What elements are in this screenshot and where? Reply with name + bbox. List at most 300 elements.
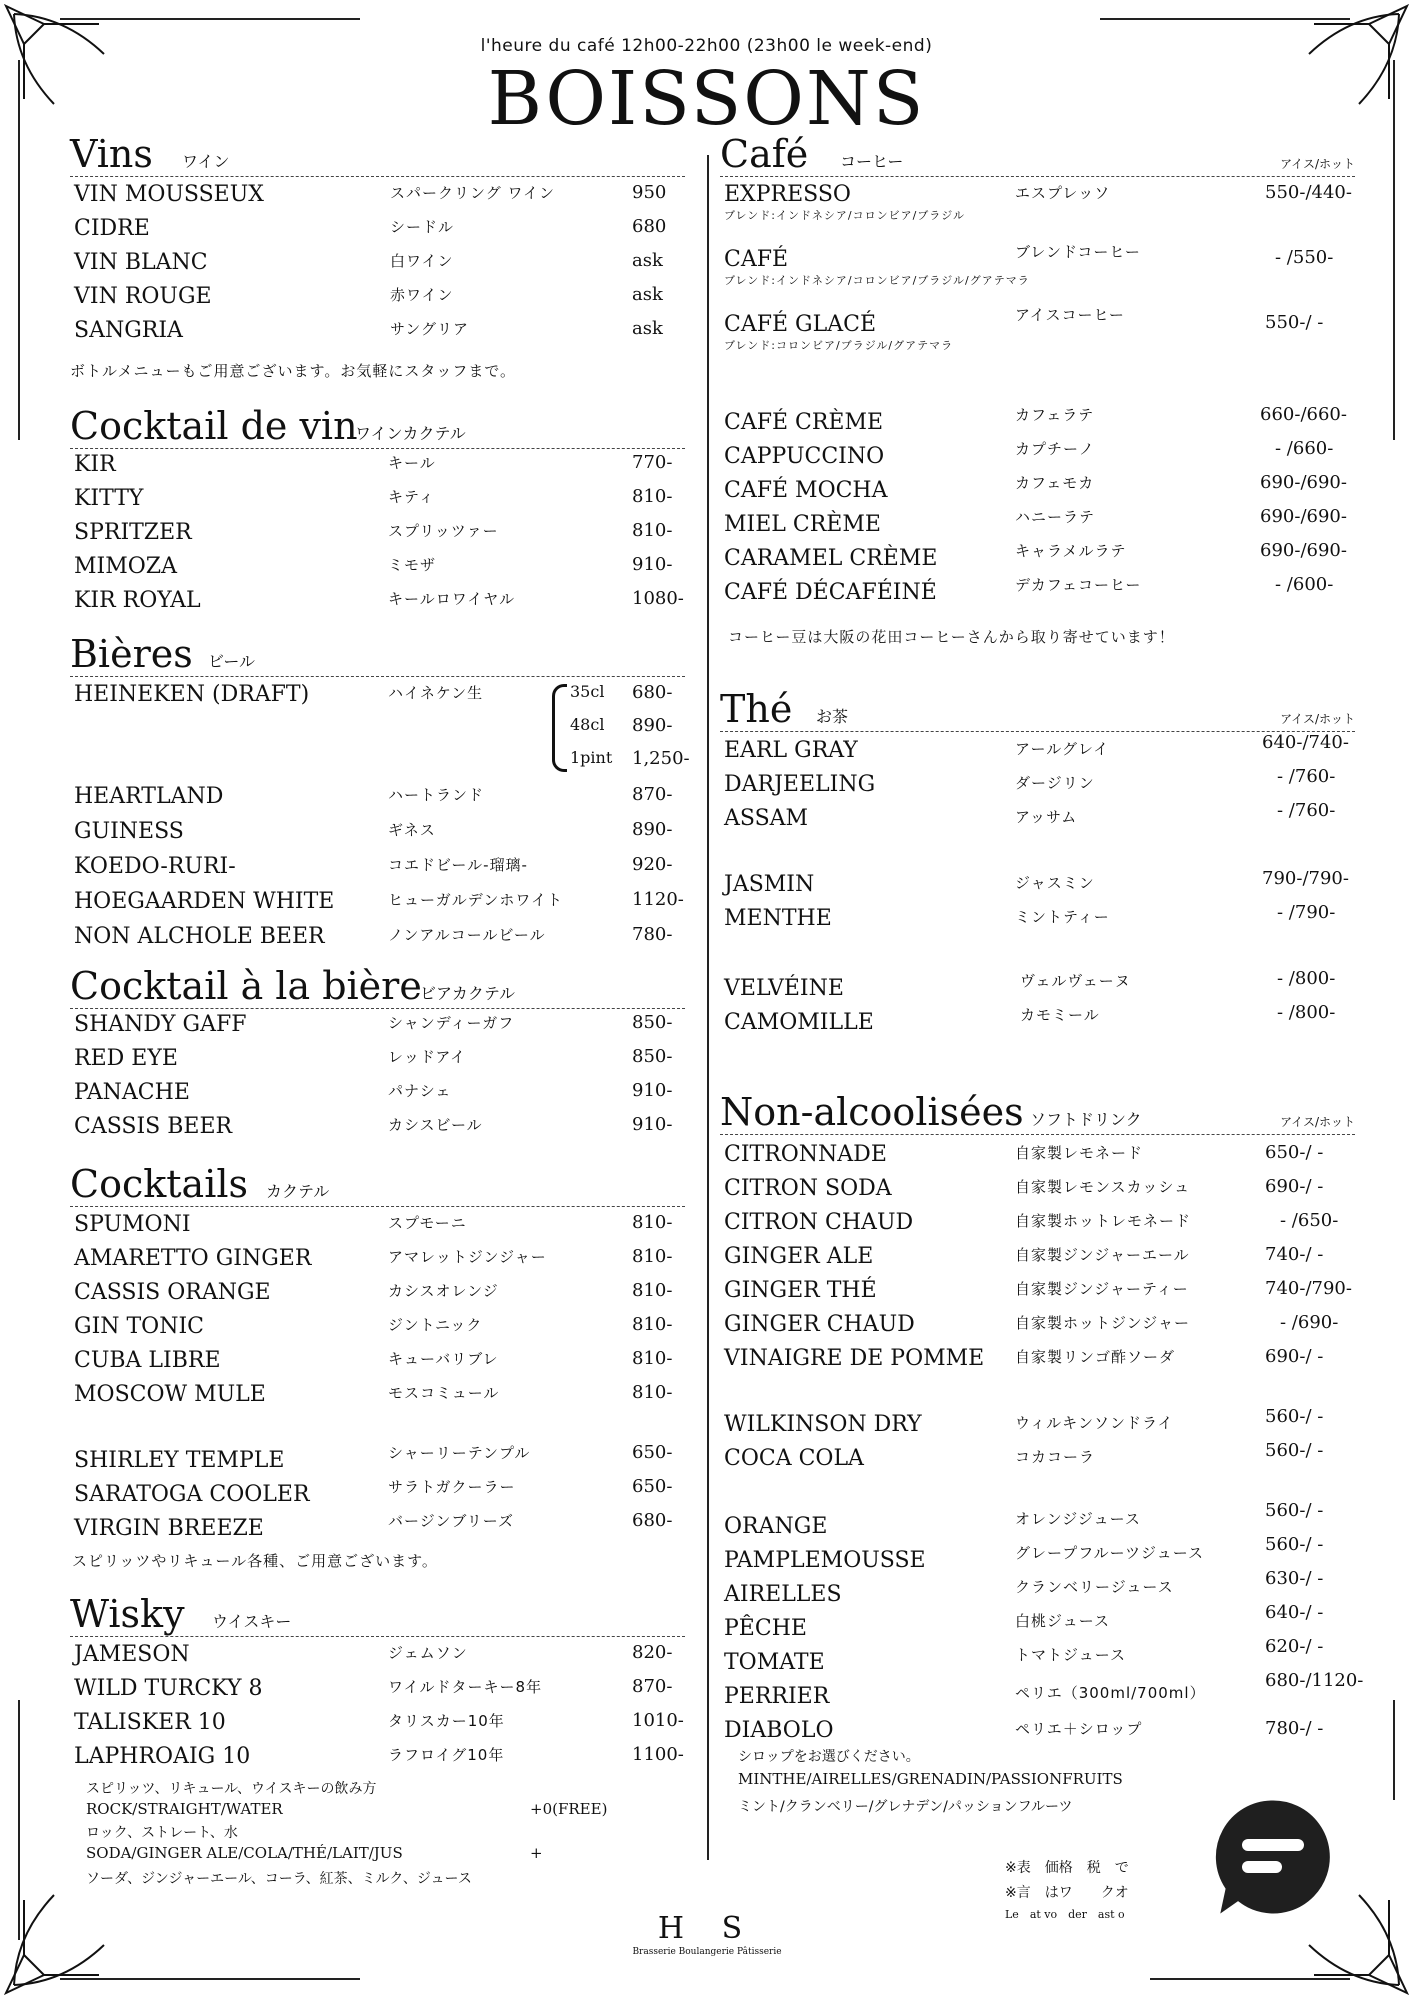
item-name: VIN ROUGE (74, 284, 212, 309)
list-item (70, 1708, 685, 1740)
item-price: - /650- (1280, 1210, 1339, 1231)
item-price: 550-/ - (1265, 312, 1324, 333)
list-item (70, 1278, 685, 1310)
size-label: 35cl (570, 682, 605, 701)
item-jp: トマトジュース (1015, 1646, 1126, 1664)
item-name: KITTY (74, 486, 144, 511)
section-vins (70, 130, 685, 177)
section-title-fr: Bières (70, 632, 193, 676)
list-item (720, 1208, 1355, 1240)
size-label: 1pint (570, 748, 613, 767)
item-jp: シャーリーテンプル (388, 1444, 531, 1462)
list-item (70, 1442, 685, 1478)
footnote-2: ※言 はワ クオ (1005, 1885, 1129, 1901)
item-jp: キール (388, 454, 436, 472)
item-jp: ヴェルヴェーヌ (1020, 972, 1131, 990)
size-price: 890- (632, 715, 673, 736)
item-price: 660-/660- (1260, 404, 1347, 425)
item-price: 780-/ - (1265, 1718, 1324, 1739)
item-jp: コカコーラ (1015, 1448, 1096, 1466)
section-title (720, 130, 1355, 177)
item-name: SHANDY GAFF (74, 1012, 247, 1037)
item-jp: カシスオレンジ (388, 1282, 499, 1300)
brand-logo (632, 1912, 782, 1958)
section-title (70, 1590, 685, 1637)
item-name: TALISKER 10 (74, 1710, 226, 1735)
item-jp: 自家製リンゴ酢ソーダ (1015, 1348, 1176, 1366)
item-blend: ブレンド:インドネシア/コロンビア/ブラジル (724, 209, 966, 222)
list-item (70, 1312, 685, 1344)
section-title-fr: Non-alcoolisées (720, 1090, 1024, 1134)
item-price: 1100- (632, 1744, 684, 1765)
section-title-jp: ビール (208, 652, 256, 671)
item-jp: ペリエ（300ml/700ml） (1015, 1684, 1206, 1702)
item-name: PANACHE (74, 1080, 190, 1105)
cafe-note: コーヒー豆は大阪の花田コーヒーさんから取り寄せています！ (728, 628, 1175, 646)
list-item (70, 1044, 685, 1076)
item-price: 560-/ - (1265, 1440, 1324, 1461)
list-item (720, 1276, 1355, 1308)
vins-note: ボトルメニューもご用意ございます。お気軽にスタッフまで。 (70, 362, 517, 380)
item-name: VIN MOUSSEUX (74, 182, 264, 207)
item-jp: ミントティー (1015, 908, 1110, 926)
item-jp: 自家製ホットジンジャー (1015, 1314, 1190, 1332)
item-jp: ギネス (388, 821, 436, 839)
item-jp: ブレンドコーヒー (1015, 243, 1141, 261)
list-item (70, 450, 685, 482)
brand-tagline: Brasserie Boulangerie Pâtisserie (632, 1947, 782, 1957)
opening-hours: l'heure du café 12h00-22h00 (23h00 le week-end) (480, 36, 933, 56)
item-price: 690-/690- (1260, 472, 1347, 493)
size-price: 1,250- (632, 748, 690, 769)
item-name: CAFÉ CRÈME (724, 410, 884, 435)
syrup-note-3: ミント/クランベリー/グレナデン/パッションフルーツ (738, 1799, 1073, 1815)
item-name: HEARTLAND (74, 784, 224, 809)
item-blend: ブレンド:インドネシア/コロンビア/ブラジル/グアテマラ (724, 274, 1030, 287)
item-jp: ミモザ (388, 556, 437, 574)
list-item (70, 1510, 685, 1546)
item-jp: モスコミュール (388, 1384, 500, 1402)
item-name: CAFÉ GLACÉ (724, 312, 877, 337)
item-jp: 自家製ホットレモネード (1015, 1212, 1192, 1230)
item-price: 640-/ - (1265, 1602, 1324, 1623)
wisky-note-4: SODA/GINGER ALE/COLA/THÉ/LAIT/JUS (86, 1844, 403, 1862)
item-blend: ブレンド:コロンビア/ブラジル/グアテマラ (724, 339, 954, 352)
section-title-jp: お茶 (816, 707, 849, 726)
item-price: - /760- (1277, 800, 1336, 821)
item-name: EXPRESSO (724, 182, 851, 207)
item-price: 1010- (632, 1710, 684, 1731)
item-jp: コエドビール-瑠璃- (388, 856, 528, 874)
item-price: 680-/1120- (1265, 1670, 1364, 1691)
item-jp: エスプレッソ (1015, 184, 1111, 202)
cocktails-note: スピリッツやリキュール各種、ご用意ございます。 (72, 1552, 438, 1570)
item-price: 690-/ - (1265, 1346, 1324, 1367)
size-label: 48cl (570, 715, 605, 734)
list-item (70, 552, 685, 584)
item-jp: ハートランド (388, 786, 485, 804)
item-name: VIN BLANC (74, 250, 208, 275)
item-jp: ペリエ＋シロップ (1015, 1720, 1143, 1738)
item-name: CUBA LIBRE (74, 1348, 221, 1373)
item-price: 910- (632, 554, 673, 575)
list-item (720, 574, 1355, 610)
wisky-note-4-price: + (530, 1844, 543, 1862)
list-item (720, 1670, 1364, 1714)
item-price: 810- (632, 1212, 673, 1233)
item-name: NON ALCHOLE BEER (74, 924, 325, 949)
item-name: DARJEELING (724, 772, 876, 797)
item-jp: スプリッツァー (388, 522, 499, 540)
item-price: - /690- (1280, 1312, 1339, 1333)
item-jp: スプモーニ (388, 1214, 467, 1232)
item-jp: アマレットジンジャー (388, 1248, 547, 1266)
item-price: ask (632, 250, 663, 271)
item-jp: オレンジジュース (1015, 1510, 1141, 1528)
item-price: 560-/ - (1265, 1406, 1324, 1427)
item-jp: ダージリン (1015, 774, 1095, 792)
wisky-note-1: スピリッツ、リキュール、ウイスキーの飲み方 (86, 1781, 377, 1797)
item-jp: サラトガクーラー (388, 1478, 516, 1496)
item-price: 740-/790- (1265, 1278, 1352, 1299)
item-price: - /600- (1275, 574, 1334, 595)
list-item (70, 1078, 685, 1110)
item-name: ASSAM (724, 806, 809, 831)
item-jp: 白ワイン (390, 252, 454, 270)
item-jp: ハニーラテ (1015, 508, 1096, 526)
item-name: RED EYE (74, 1046, 178, 1071)
section-title-fr: Thé (720, 687, 793, 731)
item-name: DIABOLO (724, 1718, 834, 1743)
item-jp: アッサム (1015, 808, 1078, 826)
item-price: 630-/ - (1265, 1568, 1324, 1589)
item-jp: 自家製ジンジャーティー (1015, 1280, 1189, 1298)
item-name: CITRON SODA (724, 1176, 892, 1201)
list-item (720, 1140, 1355, 1172)
size-price: 680- (632, 682, 673, 703)
list-item (70, 282, 685, 314)
section-title-jp: ビアカクテル (420, 984, 516, 1003)
section-title-fr: Vins (70, 132, 153, 176)
item-name: GUINESS (74, 819, 184, 844)
item-price: - /550- (1275, 247, 1334, 268)
item-price: 810- (632, 1314, 673, 1335)
section-title-fr: Cocktails (70, 1162, 248, 1206)
item-price: 650- (632, 1442, 673, 1463)
item-price: ask (632, 318, 663, 339)
item-jp: タリスカー10年 (388, 1712, 505, 1730)
item-jp: キティ (388, 488, 435, 506)
item-jp: クランベリージュース (1015, 1578, 1174, 1596)
section-title-fr: Cocktail de vin (70, 404, 358, 448)
item-name: PÊCHE (724, 1616, 807, 1641)
footnote-1: ※表 価格 税 で (1005, 1860, 1129, 1876)
item-name: ORANGE (724, 1514, 828, 1539)
section-title (720, 1088, 1355, 1135)
list-item (70, 1112, 685, 1144)
item-name: CIDRE (74, 216, 150, 241)
list-item (720, 1242, 1355, 1274)
item-price: 810- (632, 1246, 673, 1267)
item-name: HOEGAARDEN WHITE (74, 889, 335, 914)
section-title-jp: ソフトドリンク (1030, 1110, 1142, 1129)
section-non-alcoolisees (720, 1088, 1355, 1135)
item-price: 950 (632, 182, 667, 203)
item-jp: ジェムソン (388, 1644, 468, 1662)
item-name: SPUMONI (74, 1212, 191, 1237)
item-price: 810- (632, 1280, 673, 1301)
list-item (70, 1010, 685, 1042)
item-jp: バージンブリーズ (388, 1512, 514, 1530)
item-name: SANGRIA (74, 318, 183, 343)
item-price: - /800- (1277, 1002, 1336, 1023)
item-name: MIEL CRÈME (724, 512, 881, 537)
section-cafe (720, 130, 1355, 177)
list-item (720, 800, 1355, 836)
list-item (70, 1210, 685, 1242)
list-item (720, 904, 1355, 936)
item-name: EARL GRAY (724, 738, 858, 763)
list-item (720, 870, 1355, 902)
column-divider (707, 155, 709, 1860)
item-jp: ヒューガルデンホワイト (388, 891, 563, 909)
item-jp: キールロワイヤル (388, 590, 516, 608)
list-item (720, 1002, 1355, 1040)
item-jp: サングリア (390, 320, 469, 338)
item-name: PERRIER (724, 1684, 830, 1709)
item-name: COCA COLA (724, 1446, 864, 1471)
item-jp: ノンアルコールビール (388, 926, 546, 944)
ice-hot-label: アイス/ホット (1280, 712, 1355, 726)
item-price: 780- (632, 924, 673, 945)
list-item (720, 1406, 1355, 1442)
item-price: - /760- (1277, 766, 1336, 787)
syrup-note-1: シロップをお選びください。 (738, 1749, 920, 1765)
item-name: MENTHE (724, 906, 832, 931)
list-item (70, 887, 685, 919)
section-title (70, 1160, 685, 1207)
item-jp: 白桃ジュース (1015, 1612, 1110, 1630)
item-name: VINAIGRE DE POMME (724, 1346, 985, 1371)
list-item (70, 782, 685, 814)
item-price: 810- (632, 520, 673, 541)
item-jp: デカフェコーヒー (1015, 576, 1142, 594)
item-name: CAFÉ MOCHA (724, 478, 888, 503)
item-price: - /660- (1275, 438, 1334, 459)
item-price: 620-/ - (1265, 1636, 1324, 1657)
item-price: ask (632, 284, 663, 305)
section-cocktail-de-vin (70, 402, 685, 449)
item-jp: パナシェ (388, 1082, 452, 1100)
item-name: CITRONNADE (724, 1142, 887, 1167)
section-title (70, 962, 685, 1009)
item-name: CASSIS ORANGE (74, 1280, 271, 1305)
list-item (720, 1716, 1355, 1748)
item-price: 690-/ - (1265, 1176, 1324, 1197)
item-name: VIRGIN BREEZE (74, 1516, 264, 1541)
list-item (70, 248, 685, 280)
item-jp: スパークリング ワイン (390, 184, 556, 202)
section-title-jp: ワインカクテル (355, 424, 466, 443)
item-name: CAPPUCCINO (724, 444, 885, 469)
list-item (720, 306, 1355, 360)
item-price: 870- (632, 784, 673, 805)
item-price: 870- (632, 1676, 673, 1697)
item-price: 690-/690- (1260, 506, 1347, 527)
list-item (720, 1344, 1355, 1376)
item-price: 640-/740- (1262, 732, 1349, 753)
item-name: SPRITZER (74, 520, 192, 545)
item-name: MIMOZA (74, 554, 177, 579)
item-name: CARAMEL CRÈME (724, 546, 938, 571)
item-price: 680 (632, 216, 667, 237)
item-jp: ジャスミン (1015, 874, 1095, 892)
section-title (70, 130, 685, 177)
section-wisky (70, 1590, 685, 1637)
item-price: - /800- (1277, 968, 1336, 989)
item-price: 1120- (632, 889, 684, 910)
footnote-3: Le at vo der ast o (1005, 1908, 1125, 1921)
list-item (70, 817, 685, 849)
list-item (720, 1174, 1355, 1206)
item-jp: アールグレイ (1015, 740, 1110, 758)
item-jp: カシスビール (388, 1116, 483, 1134)
item-price: 770- (632, 452, 673, 473)
item-jp: キューバリブレ (388, 1350, 499, 1368)
item-name: HEINEKEN (DRAFT) (74, 682, 310, 707)
item-price: 1080- (632, 588, 684, 609)
ice-hot-label: アイス/ホット (1280, 157, 1355, 171)
item-price: 810- (632, 1382, 673, 1403)
item-price: 650- (632, 1476, 673, 1497)
item-jp: アイスコーヒー (1015, 306, 1125, 324)
section-the (720, 685, 1355, 732)
item-price: 910- (632, 1114, 673, 1135)
item-jp: シードル (390, 218, 455, 236)
item-jp: ラフロイグ10年 (388, 1746, 505, 1764)
list-item (720, 180, 1355, 230)
item-jp: ワイルドターキー8年 (388, 1678, 543, 1696)
section-title-jp: ウイスキー (212, 1612, 292, 1631)
item-jp: ウィルキンソンドライ (1015, 1414, 1174, 1432)
brand-logo-mark: H S (657, 1911, 757, 1946)
item-name: LAPHROAIG 10 (74, 1744, 251, 1769)
list-item (70, 586, 685, 618)
left-column (70, 130, 690, 1890)
item-name: WILKINSON DRY (724, 1412, 922, 1437)
page-title: BOISSONS (487, 56, 926, 142)
item-name: GINGER THÉ (724, 1278, 877, 1303)
section-title (70, 402, 685, 449)
item-price: 920- (632, 854, 673, 875)
item-price: 650-/ - (1265, 1142, 1324, 1163)
item-name: GINGER ALE (724, 1244, 874, 1269)
item-jp: カプチーノ (1015, 440, 1095, 458)
item-jp: ハイネケン生 (388, 684, 484, 702)
item-price: 820- (632, 1642, 673, 1663)
item-name: PAMPLEMOUSSE (724, 1548, 926, 1573)
item-jp: 自家製レモネード (1015, 1144, 1144, 1162)
syrup-note-2: MINTHE/AIRELLES/GRENADIN/PASSIONFRUITS (738, 1770, 1123, 1788)
item-name: CAFÉ (724, 247, 789, 272)
chat-widget-button[interactable] (1208, 1793, 1338, 1923)
list-item (70, 214, 685, 246)
item-name: CAMOMILLE (724, 1010, 874, 1035)
item-name: SARATOGA COOLER (74, 1482, 310, 1507)
wisky-note-3: ロック、ストレート、水 (86, 1825, 238, 1841)
list-item (70, 852, 685, 884)
list-item (70, 316, 685, 348)
item-price: 810- (632, 486, 673, 507)
wisky-note-2: ROCK/STRAIGHT/WATER (86, 1800, 283, 1818)
item-price: - /790- (1277, 902, 1336, 923)
item-jp: 自家製レモンスカッシュ (1015, 1178, 1191, 1196)
wisky-note-5: ソーダ、ジンジャーエール、コーラ、紅茶、ミルク、ジュース (86, 1871, 472, 1887)
item-jp: グレープフルーツジュース (1015, 1544, 1205, 1562)
item-price: 560-/ - (1265, 1534, 1324, 1555)
item-name: KOEDO-RURI- (74, 854, 236, 879)
item-name: CAFÉ DÉCAFÉINÉ (724, 580, 937, 605)
section-title-jp: カクテル (266, 1182, 330, 1201)
section-title-fr: Cocktail à la bière (70, 964, 422, 1008)
item-name: AMARETTO GINGER (74, 1246, 312, 1271)
item-jp: キャラメルラテ (1015, 542, 1127, 560)
ice-hot-label: アイス/ホット (1280, 1115, 1355, 1129)
list-item (70, 1346, 685, 1378)
item-price: 680- (632, 1510, 673, 1531)
item-price: 740-/ - (1265, 1244, 1324, 1265)
list-item (70, 1742, 685, 1774)
section-cocktail-biere (70, 962, 685, 1009)
item-name: VELVÉINE (724, 976, 844, 1001)
item-jp: カモミール (1020, 1006, 1100, 1024)
item-name: KIR ROYAL (74, 588, 201, 613)
item-name: WILD TURCKY 8 (74, 1676, 263, 1701)
item-name: GIN TONIC (74, 1314, 204, 1339)
list-item (70, 1674, 685, 1706)
item-jp: カフェモカ (1015, 474, 1095, 492)
section-bieres (70, 630, 685, 677)
item-price: 690-/690- (1260, 540, 1347, 561)
item-jp: 自家製ジンジャーエール (1015, 1246, 1190, 1264)
item-name: AIRELLES (724, 1582, 842, 1607)
page-header (0, 36, 1413, 142)
item-price: 890- (632, 819, 673, 840)
section-title-jp: ワイン (182, 152, 230, 171)
item-jp: シャンディーガフ (388, 1014, 515, 1032)
size-bracket (552, 684, 567, 772)
list-item (70, 518, 685, 550)
item-name: JASMIN (724, 872, 815, 897)
item-price: 810- (632, 1348, 673, 1369)
list-item (70, 484, 685, 516)
section-title (720, 685, 1355, 732)
item-price: 560-/ - (1265, 1500, 1324, 1521)
item-price: 790-/790- (1262, 868, 1349, 889)
item-name: CASSIS BEER (74, 1114, 233, 1139)
item-name: MOSCOW MULE (74, 1382, 266, 1407)
item-jp: 赤ワイン (390, 286, 454, 304)
item-name: GINGER CHAUD (724, 1312, 915, 1337)
item-name: JAMESON (74, 1642, 190, 1667)
list-item (70, 922, 685, 954)
list-item (720, 1440, 1355, 1476)
list-item (720, 245, 1355, 295)
item-jp: レッドアイ (388, 1048, 467, 1066)
list-item (70, 1640, 685, 1672)
list-item (720, 1636, 1355, 1680)
section-title (70, 630, 685, 677)
